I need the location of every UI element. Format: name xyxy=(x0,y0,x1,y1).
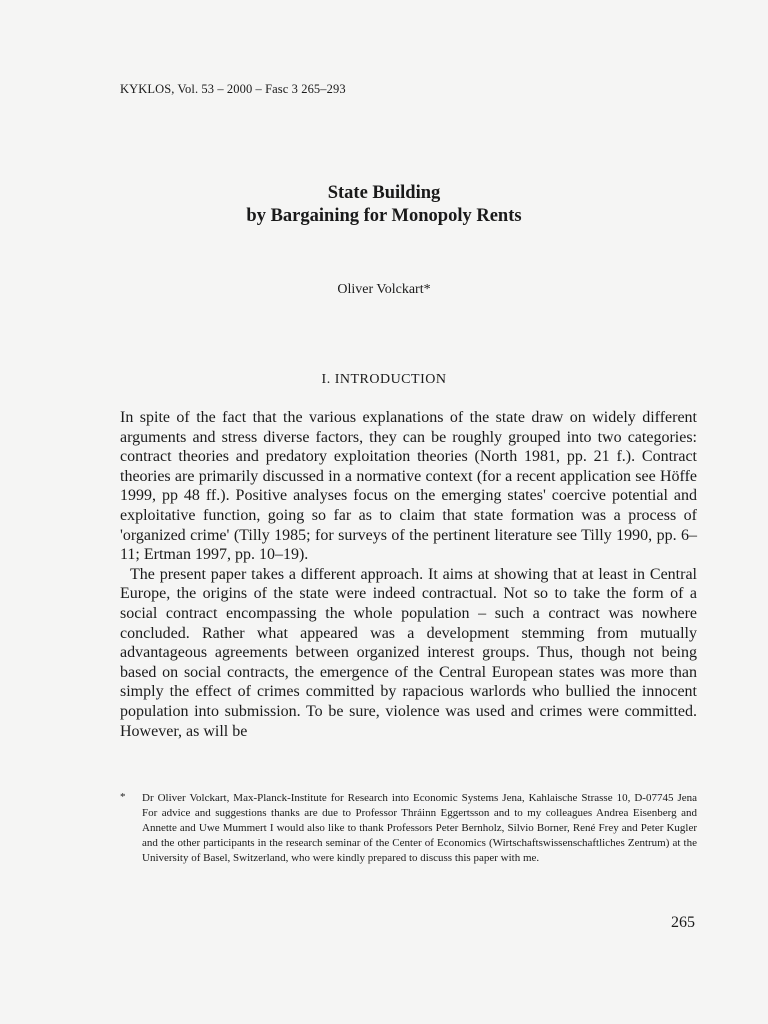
page-number: 265 xyxy=(671,914,695,931)
running-head: KYKLOS, Vol. 53 – 2000 – Fasc 3 265–293 xyxy=(120,82,346,96)
title-line-2: by Bargaining for Monopoly Rents xyxy=(246,206,522,226)
title-block xyxy=(0,182,768,228)
paragraph-2: The present paper takes a different approach. It aims at showing that at least in Central Europe, the origins of the state were indeed contractual. Not so to take the form of a social contract encompassing the whole population – such a contract was nowhere concluded. Rather what appeared was a development stemming from mutually advantageous agreements between organized interest groups. Thus, though not being based on social contracts, the emergence of the Central European states was more than simply the effect of crimes committed by rapacious warlords who bullied the innocent population into submission. To be sure, violence was used and crimes were committed. However, as will be xyxy=(120,565,697,740)
author-name: Oliver Volckart* xyxy=(337,282,431,297)
body-text xyxy=(120,408,697,741)
footnote xyxy=(120,791,697,866)
footnote-text: Dr Oliver Volckart, Max-Planck-Institute for Research into Economic Systems Jena, Kahlaische Strasse 10, D-07745 Jena For advice and suggestions thanks are due to Professor Thráinn Eggertsson and to my colleagues Andrea Eisenberg and Annette and Uwe Mummert I would also like to thank Professors Peter Bernholz, Silvio Borner, René Frey and Peter Kugler and the other participants in the research seminar of the Center of Economics (Wirtschaftswissenschaftliches Zentrum) at the University of Basel, Switzerland, who were kindly prepared to discuss this paper with me. xyxy=(142,792,697,864)
footnote-mark: * xyxy=(120,791,126,803)
paragraph-1: In spite of the fact that the various explanations of the state draw on widely different arguments and stress diverse factors, they can be roughly grouped into two categories: contract theories and predatory exploitation theories (North 1981, pp. 21 f.). Contract theories are primarily discussed in a normative context (for a recent application see Höffe 1999, pp 48 ff.). Positive analyses focus on the emerging states' coercive potential and exploitative function, going so far as to claim that state formation was a process of 'organized crime' (Tilly 1985; for surveys of the pertinent literature see Tilly 1990, pp. 6–11; Ertman 1997, pp. 10–19). xyxy=(120,409,697,564)
title-line-1: State Building xyxy=(327,183,441,203)
section-heading: I. INTRODUCTION xyxy=(321,372,447,387)
